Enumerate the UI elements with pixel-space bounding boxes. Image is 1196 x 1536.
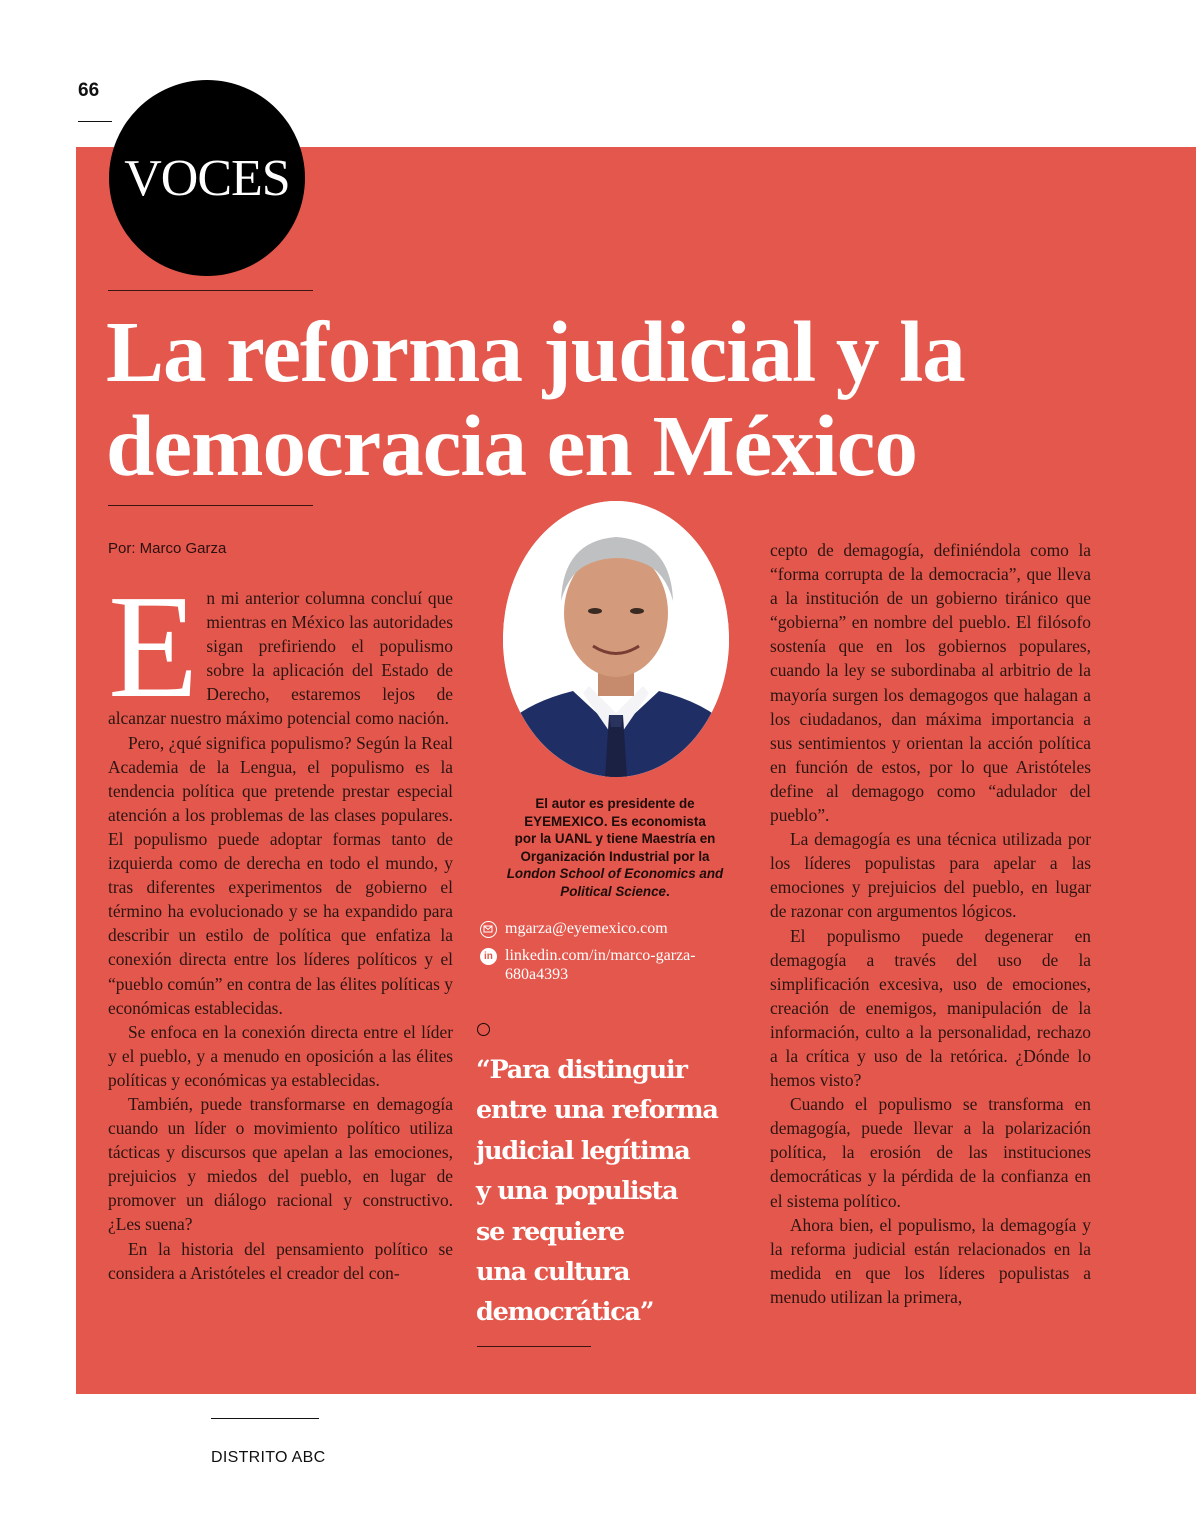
bio-line: Organización Industrial por la <box>520 848 710 864</box>
contact-linkedin[interactable] <box>480 946 696 984</box>
pull-quote <box>476 1050 746 1333</box>
author-portrait-illustration <box>503 501 729 777</box>
paragraph <box>108 565 453 731</box>
pullquote-line: “Para distinguir <box>476 1055 687 1085</box>
headline-top-rule <box>108 290 313 291</box>
drop-cap: E <box>108 565 199 729</box>
paragraph: También, puede transformarse en demagogía cuando un líder o movimiento político utiliza tácticas y discursos que apelan a las emociones, prejuicios y miedos del pueblo, en lugar de promover un diálogo racional y constructivo. ¿Les suena? <box>108 1093 453 1235</box>
bio-line: por la UANL y tiene Maestría en <box>514 831 716 847</box>
linkedin-icon: in <box>480 948 497 965</box>
section-badge <box>109 80 305 276</box>
email-link[interactable]: mgarza@eyemexico.com <box>505 920 668 937</box>
paragraph: cepto de demagogía, definiéndola como la “forma corrupta de la democracia”, que lleva a la institución de un gobierno tiránico que “gobierna” en nombre del pueblo. El filósofo sostenía que en los gobiernos populares, cuando la ley se subordinaba al arbitrio de la mayoría surgen los demagogos que halagan a los ciudadanos, dan máxima importancia a sus sentimientos y orientan la acción política en función de estos, por lo que Aristóteles define al demagogo como “adulador del pueblo”. <box>770 540 1091 826</box>
paragraph: Cuando el populismo se transforma en demagogía, puede llevar a la polarización política, la erosión de las instituciones democráticas y la pérdida de la confianza en el sistema político. <box>770 1094 1091 1211</box>
linkedin-link[interactable] <box>480 946 696 984</box>
page-number-rule <box>78 121 112 122</box>
pullquote-line: una cultura <box>476 1257 630 1288</box>
bio-line: EYEMEXICO. Es economista <box>524 813 706 829</box>
paragraph: Pero, ¿qué significa populismo? Según la Real Academia de la Lengua, el populismo es la tendencia política que pretende prestar especial atención a los problemas de las clases populares. El populismo puede adoptar formas tanto de izquierda como de derecha en todo el mundo, y tras diferentes experimentos de gobierno el término ha evolucionado y se ha expandido para describir un estilo de política que enfatiza la conexión directa entre los líderes políticos y el “pueblo común” en contra de las élites políticas y económicas establecidas. <box>108 732 453 1018</box>
paragraph: En la historia del pensamiento político se considera a Aristóteles el creador del con- <box>108 1238 453 1283</box>
byline: Por: Marco Garza <box>108 540 227 557</box>
section-label: VOCES <box>124 149 290 207</box>
pullquote-line: judicial legítima <box>476 1135 690 1166</box>
paragraph: Ahora bien, el populismo, la demagogía y la reforma judicial están relacionados en la medida en que los líderes populistas a menudo utilizan la primera, <box>770 1214 1091 1307</box>
headline-bottom-rule <box>108 505 313 506</box>
article-title <box>106 305 1166 493</box>
paragraph: La demagogía es una técnica utilizada por los líderes populistas para apelar a las emociones y prejuicios del pueblo, en lugar de razonar con argumentos lógicos. <box>770 829 1091 922</box>
bio-line: El autor es presidente de <box>535 796 695 811</box>
pullquote-line: entre una reforma <box>476 1095 718 1126</box>
article-column-left <box>108 565 453 1285</box>
paragraph-text: n mi anterior columna concluí que mientras en México las autoridades sigan prefiriendo el populismo sobre la aplicación del Estado de Derecho, estaremos lejos de alcanzar nuestro máximo potencial como nación. <box>108 588 453 729</box>
contact-email[interactable] <box>480 919 668 938</box>
pullquote-rule <box>477 1346 591 1347</box>
page-number: 66 <box>78 80 100 101</box>
linkedin-url-line-1: linkedin.com/in/marco-garza- <box>505 947 696 964</box>
pullquote-line: se requiere <box>476 1216 624 1247</box>
paragraph: El populismo puede degenerar en demagogía a través del uso de la simplificación excesiva, uso de emociones, creación de enemigos, manipulación de la información, culto a la personalidad, rechazo a la crítica y uso de la retórica. ¿Dónde lo hemos visto? <box>770 925 1091 1091</box>
bio-line-italic: Political Science <box>560 883 666 899</box>
pullquote-line: democrática” <box>476 1297 654 1328</box>
article-column-right <box>770 538 1091 1309</box>
footer-rule <box>211 1418 319 1419</box>
pullquote-line: y una populista <box>476 1176 678 1207</box>
mail-icon <box>480 921 497 938</box>
article-title-line-1: La reforma judicial y la <box>106 303 965 400</box>
pullquote-marker-icon <box>477 1023 490 1036</box>
author-photo <box>503 501 729 777</box>
linkedin-url-line-2: 680a4393 <box>505 966 569 983</box>
article-title-line-2: democracia en México <box>106 397 918 494</box>
bio-line-end: . <box>665 883 670 899</box>
bio-line-italic: London School of Economics and <box>506 866 724 882</box>
paragraph: Se enfoca en la conexión directa entre el líder y el pueblo, y a menudo en oposición a las élites políticas y económicas ya establecidas. <box>108 1021 453 1090</box>
author-bio <box>490 795 740 901</box>
publication-name: DISTRITO ABC <box>211 1449 326 1466</box>
